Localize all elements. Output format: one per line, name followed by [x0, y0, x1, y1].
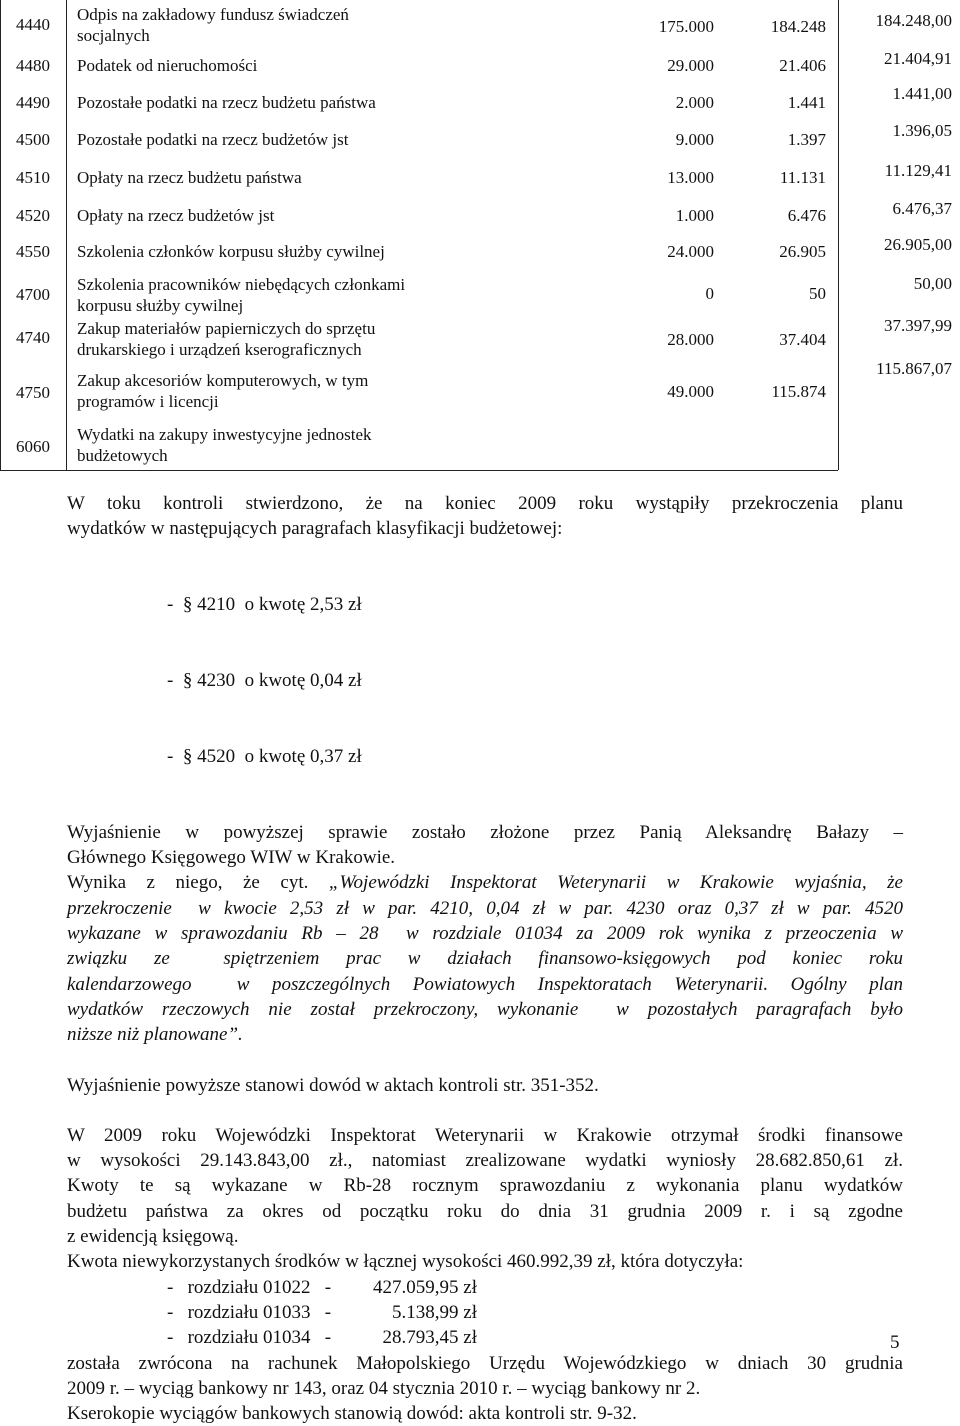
cell-name: Podatek od nieruchomości — [77, 56, 258, 75]
list-item: - § 4520 o kwotę 0,37 zł — [167, 745, 362, 767]
cell-name: Pozostałe podatki na rzecz budżetu państwa — [77, 93, 376, 112]
quote-line: kalendarzowego w poszczególnych Powiatowych Inspektoratach Weterynarii. Ogólny plan — [67, 973, 903, 995]
table-divider-code — [66, 0, 67, 470]
cell-exec: 21.404,91 — [884, 49, 952, 68]
cell-code: 4500 — [16, 130, 50, 149]
cell-plan: 2.000 — [675, 93, 714, 112]
quote-line: niższe niż planowane”. — [67, 1024, 243, 1046]
cell-exec: 26.905,00 — [884, 235, 952, 254]
quote-start: „Wojewódzki Inspektorat Weterynarii w Krakowie wyjaśnia, że — [328, 872, 903, 894]
cell-code: 4550 — [16, 242, 50, 261]
cell-name: budżetowych — [77, 446, 168, 465]
paragraph-funds: W 2009 roku Wojewódzki Inspektorat Weterynarii w Krakowie otrzymał środki finansowe — [67, 1124, 903, 1146]
table-border-bottom — [0, 470, 838, 471]
cell-plan: 49.000 — [667, 382, 714, 401]
paragraph-explanation: Wyjaśnienie w powyższej sprawie zostało złożone przez Panią Aleksandrę Bałazy – — [67, 821, 903, 843]
cell-code: 4740 — [16, 328, 50, 347]
overrun-list — [67, 542, 903, 820]
cell-after: 1.441 — [787, 93, 826, 112]
list-item — [167, 1300, 903, 1325]
cell-name: Szkolenia członków korpusu służby cywilnej — [77, 242, 385, 261]
cell-name: Odpis na zakładowy fundusz świadczeń — [77, 5, 349, 24]
paragraph-findings-cont: wydatków w następujących paragrafach klasyfikacji budżetowej: — [67, 518, 563, 540]
cell-name: korpusu służby cywilnej — [77, 296, 244, 315]
cell-code: 4440 — [16, 15, 50, 34]
paragraph-explanation-cont: Głównego Księgowego WIW w Krakowie. — [67, 847, 396, 869]
list-item-label: - rozdziału 01033 - — [167, 1301, 332, 1323]
cell-plan: 0 — [705, 284, 714, 303]
list-item-label: - rozdziału 01022 - — [167, 1276, 332, 1298]
list-item-amount: 5.138,99 zł — [392, 1301, 477, 1323]
cell-after: 50 — [809, 284, 826, 303]
cell-plan: 9.000 — [675, 130, 714, 149]
cell-exec: 1.396,05 — [892, 121, 952, 140]
paragraph-return-cont: 2009 r. – wyciąg bankowy nr 143, oraz 04 stycznia 2010 r. – wyciąg bankowy nr 2. — [67, 1377, 701, 1399]
paragraph-funds: w wysokości 29.143.843,00 zł., natomiast zrealizowane wydatki wyniosły 28.682.850,61 zł. — [67, 1150, 903, 1172]
quote-line: związku ze spiętrzeniem prac w działach finansowo-księgowych pod koniec roku — [67, 948, 903, 970]
cell-code: 6060 — [16, 437, 50, 456]
list-item — [167, 1325, 903, 1350]
paragraph-funds: z ewidencją księgową. — [67, 1226, 239, 1248]
cell-after: 115.874 — [771, 382, 826, 401]
cell-plan: 13.000 — [667, 168, 714, 187]
paragraph-evidence: Wyjaśnienie powyższe stanowi dowód w aktach kontroli str. 351-352. — [67, 1074, 599, 1096]
cell-name: programów i licencji — [77, 392, 219, 411]
paragraph-unused: Kwota niewykorzystanych środków w łącznej wysokości 460.992,39 zł, która dotyczyła: — [67, 1251, 744, 1273]
cell-name: drukarskiego i urządzeń kserograficznych — [77, 340, 362, 359]
cell-plan: 24.000 — [667, 242, 714, 261]
cell-after: 11.131 — [779, 168, 826, 187]
cell-exec: 6.476,37 — [892, 199, 952, 218]
cell-name: Opłaty na rzecz budżetów jst — [77, 206, 275, 225]
cell-name: Szkolenia pracowników niebędących członkami — [77, 275, 406, 294]
cell-code: 4480 — [16, 56, 50, 75]
cell-name: Zakup akcesoriów komputerowych, w tym — [77, 371, 369, 390]
cell-name: Zakup materiałów papierniczych do sprzętu — [77, 319, 376, 338]
quote-intro: Wynika z niego, że cyt. — [67, 872, 329, 894]
cell-exec: 184.248,00 — [875, 11, 952, 30]
cell-code: 4520 — [16, 206, 50, 225]
paragraph-funds: Kwoty te są wykazane w Rb-28 rocznym sprawozdaniu z wykonania planu wydatków — [67, 1175, 903, 1197]
cell-after: 184.248 — [770, 17, 826, 36]
quote-line: wydatków rzeczowych nie został przekroczony, wykonanie w pozostałych paragrafach było — [67, 998, 903, 1020]
cell-plan: 28.000 — [667, 330, 714, 349]
cell-code: 4510 — [16, 168, 50, 187]
paragraph-return: została zwrócona na rachunek Małopolskiego Urzędu Wojewódzkiego w dniach 30 grudnia — [67, 1352, 903, 1374]
list-item-label: - rozdziału 01034 - — [167, 1327, 332, 1349]
list-item: - § 4230 o kwotę 0,04 zł — [167, 670, 362, 692]
list-item — [167, 1275, 903, 1300]
cell-exec: 50,00 — [913, 274, 952, 293]
cell-exec: 1.441,00 — [892, 84, 952, 103]
paragraph-findings: W toku kontroli stwierdzono, że na koniec 2009 roku wystąpiły przekroczenia planu — [67, 493, 903, 514]
cell-code: 4750 — [16, 383, 50, 402]
cell-plan: 175.000 — [658, 17, 714, 36]
cell-name: Wydatki na zakupy inwestycyjne jednostek — [77, 425, 372, 444]
report-body — [67, 491, 903, 1426]
cell-plan: 29.000 — [667, 56, 714, 75]
cell-exec: 37.397,99 — [884, 316, 952, 335]
quote-line: wykazane w sprawozdaniu Rb – 28 w rozdziale 01034 za 2009 rok wynika z przeoczenia w — [67, 923, 903, 945]
cell-after: 21.406 — [779, 56, 826, 75]
list-item: - § 4210 o kwotę 2,53 zł — [167, 594, 362, 616]
list-item-amount: 427.059,95 zł — [373, 1276, 477, 1298]
chapter-list — [67, 1275, 903, 1351]
cell-name: Opłaty na rzecz budżetu państwa — [77, 168, 302, 187]
cell-after: 37.404 — [779, 330, 826, 349]
quote-line: przekroczenie w kwocie 2,53 zł w par. 4210, 0,04 zł w par. 4230 oraz 0,37 zł w par. 4520 — [67, 897, 903, 919]
page-number: 5 — [890, 1332, 900, 1353]
cell-plan: 1.000 — [675, 206, 714, 225]
cell-name: socjalnych — [77, 26, 150, 45]
cell-after: 1.397 — [787, 130, 826, 149]
paragraph-funds: budżetu państwa za okres od początku roku do dnia 31 grudnia 2009 r. i są zgodne — [67, 1200, 903, 1222]
cell-code: 4700 — [16, 285, 50, 304]
cell-code: 4490 — [16, 93, 50, 112]
cell-after: 26.905 — [779, 242, 826, 261]
list-item-amount: 28.793,45 zł — [382, 1327, 477, 1349]
paragraph-quote-line — [67, 870, 903, 895]
cell-after: 6.476 — [787, 206, 826, 225]
cell-exec: 11.129,41 — [884, 161, 952, 180]
cell-name: Pozostałe podatki na rzecz budżetów jst — [77, 130, 349, 149]
expense-table — [0, 0, 960, 470]
cell-exec: 115.867,07 — [876, 359, 952, 378]
paragraph-copies: Kserokopie wyciągów bankowych stanowią dowód: akta kontroli str. 9-32. — [67, 1403, 637, 1425]
table-divider-exec — [838, 0, 839, 470]
